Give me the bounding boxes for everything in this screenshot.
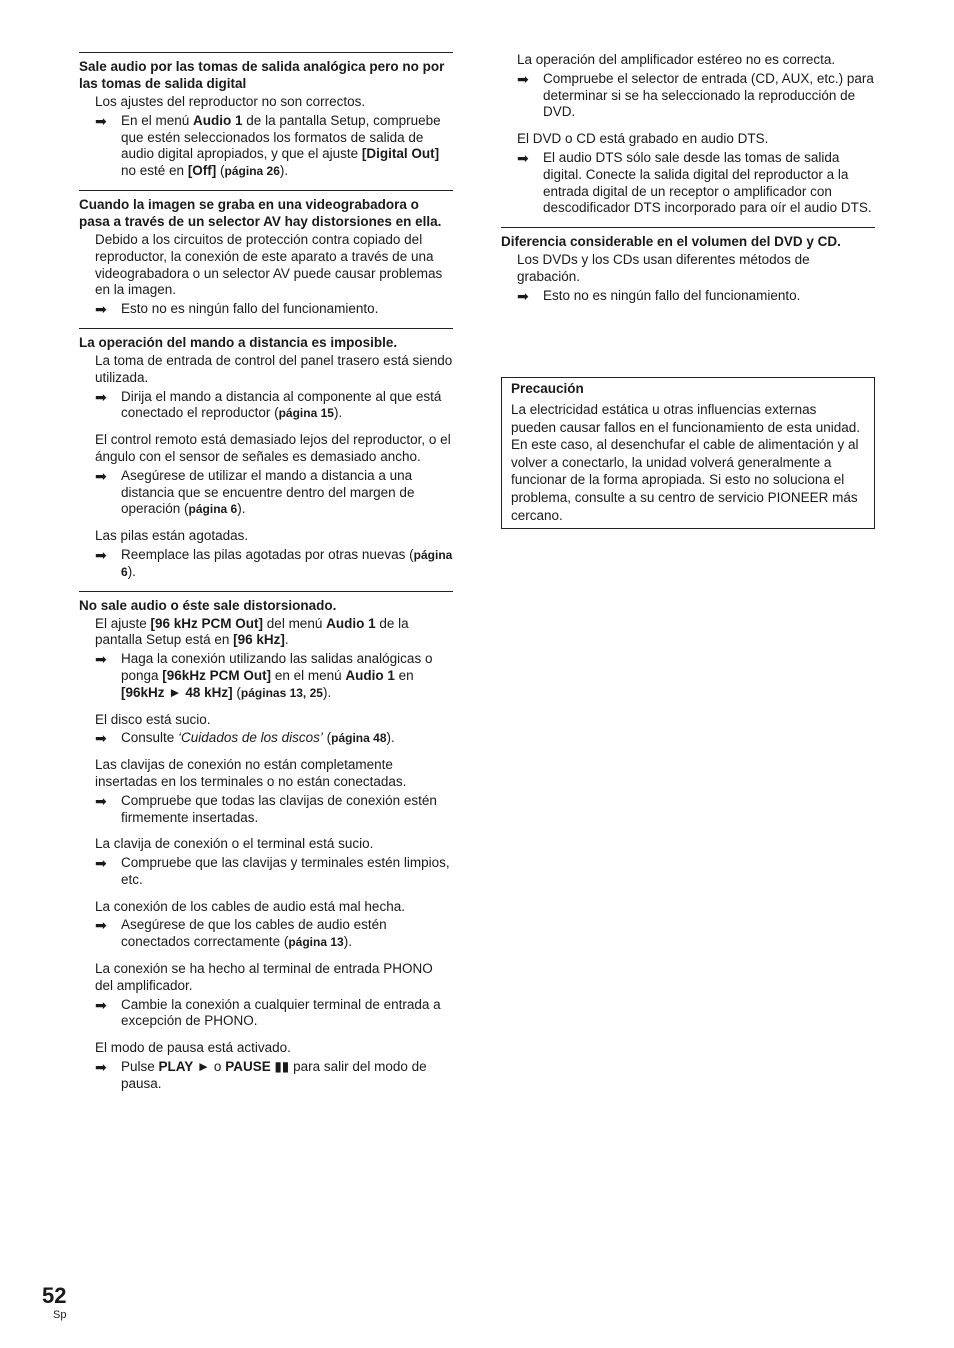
solution — [95, 730, 453, 747]
troubleshooting-section — [79, 328, 453, 581]
problem-cause: Las clavijas de conexión no están completamente insertadas en los terminales o no están conectadas. — [95, 757, 407, 789]
solution-text — [121, 389, 441, 421]
troubleshooting-section — [79, 591, 453, 1093]
solution — [95, 301, 453, 318]
text-run: . — [284, 632, 289, 648]
solution-text — [121, 301, 378, 316]
bold-term: Audio 1 — [193, 112, 243, 128]
arrow-right-icon: ➡ — [95, 112, 107, 129]
bold-term: PAUSE ▮▮ — [225, 1059, 290, 1075]
problem-cause: Los DVDs y los CDs usan diferentes métodos de grabación. — [517, 252, 810, 284]
solution — [517, 149, 875, 217]
solution — [95, 1059, 453, 1093]
solution-text — [543, 71, 874, 120]
solution — [95, 792, 453, 827]
bold-term: Audio 1 — [326, 615, 376, 631]
text-run: del menú — [263, 615, 327, 631]
caution-box — [501, 377, 875, 529]
troubleshooting-section — [79, 52, 453, 180]
section-heading: No sale audio o éste sale distorsionado. — [79, 597, 337, 613]
solution — [95, 467, 453, 518]
troubleshooting-section — [501, 227, 875, 304]
text-run: Dirija el mando a distancia al componente al que está conectado el reproductor ( — [121, 388, 442, 421]
solution-text — [543, 288, 800, 303]
page-number: 52 — [42, 1283, 67, 1308]
page-reference: página 6 — [121, 547, 453, 579]
page-reference: página 26 — [224, 164, 280, 179]
page-reference: página 15 — [278, 406, 334, 421]
caution-body: La electricidad estática u otras influencias externas pueden causar fallos en el funcionamiento de esta unidad. En este caso, al desenchufar el cable de alimentación y al volver a conectarlo, la unidad volverá generalmente a funcionar de la forma apropiada. Si esto no soluciona el problema, consulte a su centro de servicio PIONEER más cercano. — [511, 402, 860, 523]
text-run: ). — [127, 563, 136, 579]
problem-cause: La operación del amplificador estéreo no es correcta. — [517, 52, 836, 67]
text-run: ( — [322, 730, 332, 746]
problem-cause: Los ajustes del reproductor no son correctos. — [95, 94, 366, 109]
solution-text — [121, 468, 414, 517]
text-run: Asegúrese de utilizar el mando a distancia a una distancia que se encuentre dentro del margen de operación ( — [121, 467, 415, 517]
solution — [517, 287, 875, 305]
arrow-right-icon: ➡ — [95, 730, 107, 747]
problem-cause: El disco está sucio. — [95, 711, 211, 727]
arrow-right-icon: ➡ — [95, 996, 107, 1013]
text-run: El ajuste — [95, 615, 151, 631]
text-run: Compruebe que las clavijas y terminales estén limpios, etc. — [121, 855, 450, 887]
text-run: ). — [237, 501, 246, 517]
solution-text — [121, 113, 441, 178]
troubleshooting-section — [501, 52, 875, 217]
arrow-right-icon: ➡ — [95, 1059, 107, 1076]
text-run: Compruebe que todas las clavijas de conexión estén firmemente insertadas. — [121, 792, 437, 825]
problem-cause: La conexión de los cables de audio está mal hecha. — [95, 898, 405, 914]
page-reference: página 48 — [331, 731, 387, 746]
arrow-right-icon: ➡ — [95, 855, 107, 872]
arrow-right-icon: ➡ — [517, 70, 529, 87]
arrow-right-icon: ➡ — [95, 301, 107, 318]
text-run: de la pantalla Setup, compruebe que estén seleccionados los formatos de salida de audio digital apropiados, y que el ajuste — [121, 112, 441, 162]
solution — [95, 112, 453, 180]
solution-text — [121, 793, 437, 825]
text-run: no esté en — [121, 163, 188, 179]
arrow-right-icon: ➡ — [517, 149, 529, 166]
text-run: para salir del modo de pausa. — [121, 1059, 427, 1091]
text-run: Cambie la conexión a cualquier terminal de entrada a excepción de PHONO. — [121, 996, 441, 1029]
arrow-right-icon: ➡ — [95, 546, 107, 563]
text-run: ( — [216, 163, 225, 179]
text-run: Esto no es ningún fallo del funcionamiento. — [543, 287, 801, 303]
arrow-right-icon: ➡ — [95, 388, 107, 405]
problem-cause — [95, 616, 453, 650]
section-heading: Cuando la imagen se graba en una videograbadora o pasa a través de un selector AV hay distorsiones en ella. — [79, 196, 442, 229]
italic-title: ‘Cuidados de los discos’ — [178, 730, 323, 746]
problem-cause: Las pilas están agotadas. — [95, 528, 249, 544]
text-run: ( — [232, 684, 241, 700]
bold-term: [96kHz ► 48 kHz] — [121, 684, 233, 700]
solution-text — [121, 1059, 427, 1091]
text-run: El audio DTS sólo sale desde las tomas de salida digital. Conecte la salida digital del reproductor a la entrada digital de un receptor o amplificador con descodificador DTS incorporado para oír el audio DTS. — [543, 149, 872, 216]
caution-title: Precaución — [511, 381, 584, 396]
solution — [95, 996, 453, 1031]
bold-term: PLAY ► — [158, 1059, 211, 1075]
problem-cause: Debido a los circuitos de protección contra copiado del reproductor, la conexión de este aparato a través de una videograbadora o un selector AV puede causar problemas en la imagen. — [95, 231, 443, 298]
solution-text — [121, 917, 387, 949]
arrow-right-icon: ➡ — [517, 287, 529, 304]
problem-cause: La clavija de conexión o el terminal está sucio. — [95, 836, 374, 852]
text-run: ). — [322, 684, 332, 700]
text-run: En el menú — [121, 112, 194, 128]
arrow-right-icon: ➡ — [95, 651, 107, 668]
problem-cause: El DVD o CD está grabado en audio DTS. — [517, 131, 769, 147]
section-heading: La operación del mando a distancia es imposible. — [79, 334, 398, 350]
arrow-right-icon: ➡ — [95, 917, 107, 934]
bold-term: [Off] — [187, 163, 217, 179]
solution — [95, 651, 453, 701]
solution-text — [121, 547, 452, 579]
text-run: Haga la conexión utilizando las salidas analógicas o ponga — [121, 651, 433, 683]
arrow-right-icon: ➡ — [95, 792, 107, 809]
solution — [95, 917, 453, 951]
text-run: o — [210, 1059, 226, 1075]
problem-cause: La conexión se ha hecho al terminal de entrada PHONO del amplificador. — [95, 961, 433, 993]
troubleshooting-section — [79, 190, 453, 318]
left-column — [79, 52, 453, 1103]
text-run: Pulse — [121, 1059, 159, 1075]
bold-term: [Digital Out] — [361, 146, 440, 162]
solution — [95, 546, 453, 581]
text-run: en el menú — [271, 667, 346, 683]
text-run: ). — [279, 163, 289, 179]
text-run: Consulte — [121, 730, 179, 746]
solution-text — [121, 730, 395, 745]
section-heading: Sale audio por las tomas de salida analógica pero no por las tomas de salida digital — [79, 59, 445, 91]
arrow-right-icon: ➡ — [95, 467, 107, 484]
text-run: de la pantalla Setup está en — [95, 615, 409, 648]
bold-term: [96 kHz PCM Out] — [150, 615, 264, 631]
solution — [95, 388, 453, 423]
page-reference: páginas 13, 25 — [240, 685, 323, 700]
bold-term: Audio 1 — [345, 667, 395, 683]
solution-text — [121, 855, 450, 887]
text-run: ). — [343, 934, 352, 950]
text-run: Asegúrese de que los cables de audio estén conectados correctamente ( — [121, 917, 387, 950]
bold-term: [96 kHz] — [233, 632, 285, 648]
solution-text — [543, 150, 872, 215]
text-run: Compruebe el selector de entrada (CD, AUX, etc.) para determinar si se ha seleccionado la reproducción de DVD. — [543, 70, 874, 120]
page-reference: página 13 — [288, 935, 344, 950]
right-column — [501, 52, 875, 315]
text-run: ). — [333, 405, 343, 421]
section-heading: Diferencia considerable en el volumen del DVD y CD. — [501, 234, 841, 250]
page-reference: página 6 — [188, 502, 238, 517]
solution — [95, 855, 453, 889]
text-run: Reemplace las pilas agotadas por otras nuevas ( — [121, 546, 414, 562]
problem-cause: El control remoto está demasiado lejos del reproductor, o el ángulo con el sensor de señales es demasiado ancho. — [95, 432, 451, 464]
bold-term: [96kHz PCM Out] — [162, 667, 272, 683]
solution — [517, 70, 875, 121]
text-run: en — [394, 667, 414, 683]
text-run: Esto no es ningún fallo del funcionamiento. — [121, 301, 379, 317]
page-language: Sp — [53, 1309, 67, 1321]
solution-text — [121, 997, 441, 1029]
text-run: ). — [386, 730, 395, 746]
problem-cause: El modo de pausa está activado. — [95, 1040, 291, 1056]
problem-cause: La toma de entrada de control del panel trasero está siendo utilizada. — [95, 352, 453, 385]
solution-text — [121, 651, 432, 700]
